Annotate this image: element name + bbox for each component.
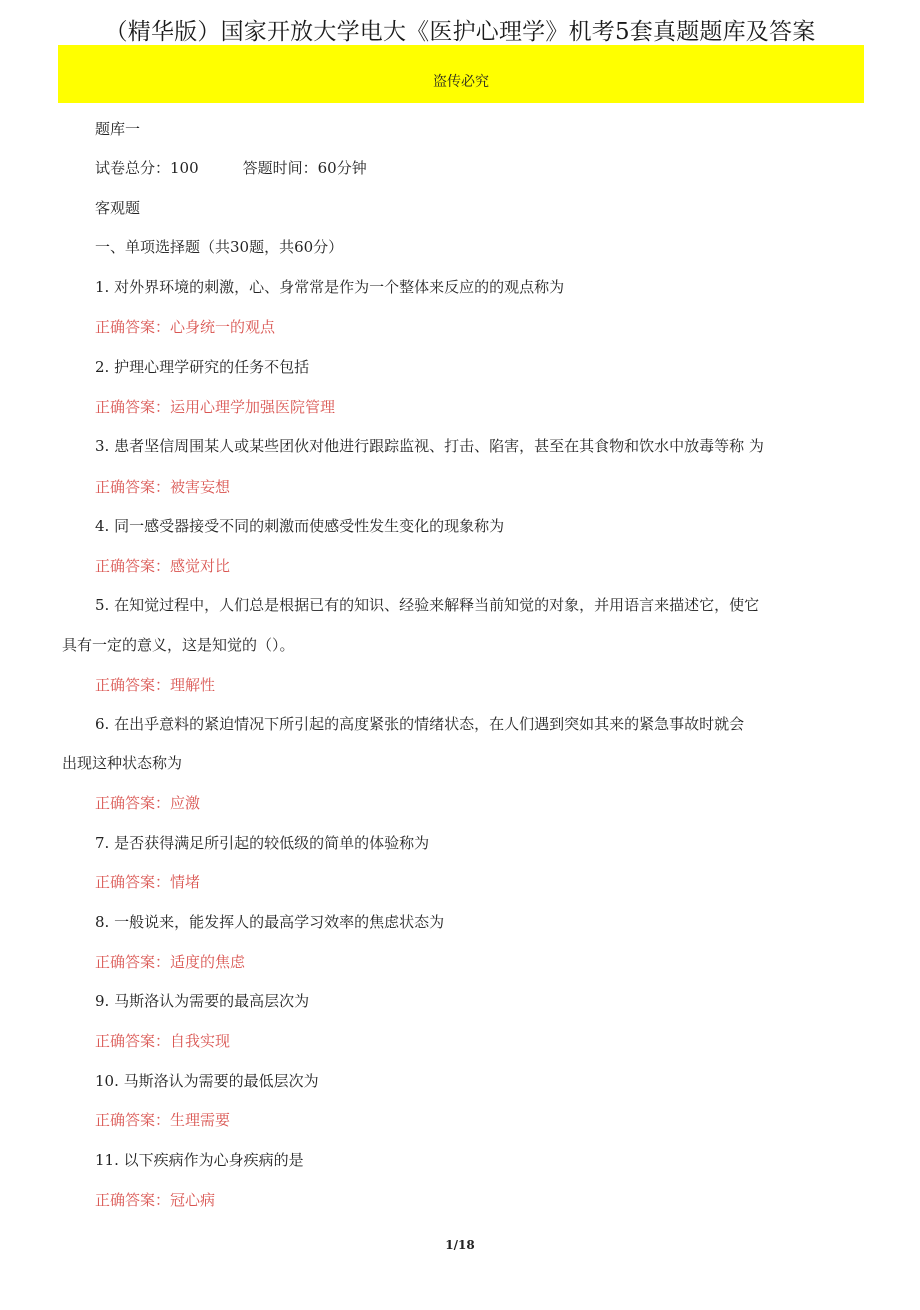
question-6: 6. 在出乎意料的紧迫情况下所引起的高度紧张的情绪状态，在人们遇到突如其来的紧急事故时就会 [95, 715, 745, 733]
question-10: 10. 马斯洛认为需要的最低层次为 [95, 1072, 319, 1090]
question-5: 5. 在知觉过程中，人们总是根据已有的知识、经验来解释当前知觉的对象，并用语言来描述它，使它 [95, 596, 760, 614]
banner-text: 盗传必究 [433, 74, 489, 90]
question-8: 8. 一般说来，能发挥人的最高学习效率的焦虑状态为 [95, 913, 445, 931]
section-title: 题库一 [95, 120, 141, 138]
question-section-heading: 一、单项选择题（共30题，共60分） [95, 238, 344, 256]
question-1: 1. 对外界环境的刺激，心、身常常是作为一个整体来反应的的观点称为 [95, 278, 565, 296]
answer-5: 正确答案：理解性 [95, 676, 216, 694]
watermark-banner [58, 45, 864, 103]
page-number: 1/18 [445, 1238, 475, 1252]
answer-6: 正确答案：应激 [95, 794, 201, 812]
total-score: 试卷总分：100 [95, 159, 199, 177]
answer-3: 正确答案：被害妄想 [95, 478, 231, 496]
question-5-continued: 具有一定的意义，这是知觉的（）。 [62, 636, 295, 654]
answer-7: 正确答案：情堵 [95, 873, 201, 891]
category-label: 客观题 [95, 199, 141, 217]
question-9: 9. 马斯洛认为需要的最高层次为 [95, 992, 310, 1010]
question-11: 11. 以下疾病作为心身疾病的是 [95, 1151, 304, 1169]
question-7: 7. 是否获得满足所引起的较低级的简单的体验称为 [95, 834, 430, 852]
answer-4: 正确答案：感觉对比 [95, 557, 231, 575]
question-4: 4. 同一感受器接受不同的刺激而使感受性发生变化的现象称为 [95, 517, 505, 535]
answer-11: 正确答案：冠心病 [95, 1191, 216, 1209]
answer-2: 正确答案：运用心理学加强医院管理 [95, 398, 336, 416]
question-6-continued: 出现这种状态称为 [62, 754, 183, 772]
answer-1: 正确答案：心身统一的观点 [95, 318, 276, 336]
question-3: 3. 患者坚信周围某人或某些团伙对他进行跟踪监视、打击、陷害，甚至在其食物和饮水中放毒等称 为 [95, 437, 764, 455]
answer-10: 正确答案：生理需要 [95, 1111, 231, 1129]
answer-9: 正确答案：自我实现 [95, 1032, 231, 1050]
question-2: 2. 护理心理学研究的任务不包括 [95, 358, 310, 376]
exam-meta [95, 157, 367, 179]
document-title: （精华版）国家开放大学电大《医护心理学》机考5套真题题库及答案 [104, 19, 816, 45]
time-limit: 答题时间：60分钟 [242, 159, 367, 177]
answer-8: 正确答案：适度的焦虑 [95, 953, 246, 971]
